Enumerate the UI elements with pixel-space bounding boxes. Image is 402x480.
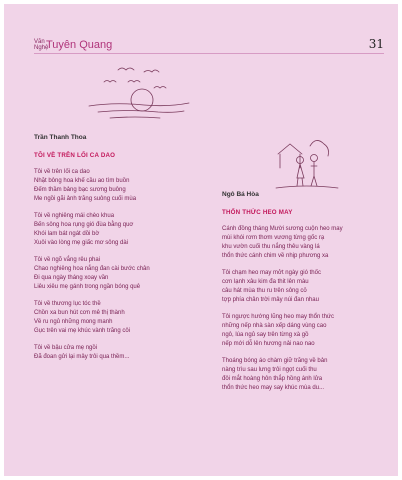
magazine-logo <box>34 39 112 51</box>
poem-line: thổn thức cánh chim về nhịp phương xa <box>222 253 329 259</box>
stanza <box>222 269 392 305</box>
poem-line: Tôi ngược hướng lũng heo may thổn thức <box>222 314 334 320</box>
poem-line: Khói lam bát ngát dồi bờ <box>34 231 100 237</box>
poem-line: Về ru ngủ những mong manh <box>34 319 113 325</box>
birds-sunset-sketch <box>84 56 194 126</box>
stanza <box>34 168 244 204</box>
poem-line: Chồn xa bun hút cơn mê thị thành <box>34 310 125 316</box>
poem-line: khu vườn cuối thu nắng thêu vàng lá <box>222 244 320 250</box>
stanza <box>222 357 392 393</box>
poem-line: Gục trên vai mẹ khúc vành trăng côi <box>34 328 131 334</box>
stanza <box>222 313 392 349</box>
poem-line: thổn thức heo may say khúc mùa du... <box>222 385 325 391</box>
stanza <box>222 225 392 261</box>
stanza <box>34 212 244 248</box>
poem-line: những nếp nhà sàn xếp dáng vùng cao <box>222 323 327 329</box>
poem-line: Cánh đồng tháng Mười sương cuộn heo may <box>222 226 343 232</box>
logo-small-text: Văn Nghệ <box>34 39 49 51</box>
poem-line: Đã đoan gửi lại mây trôi qua thềm... <box>34 354 130 360</box>
poem-line: Tôi về bậu cửa mẹ ngồi <box>34 345 98 351</box>
poem-1-author: Trần Thanh Thoa <box>34 134 87 141</box>
stanza <box>34 300 244 336</box>
poem-1 <box>34 134 244 370</box>
poem-line: nếp mới dỗ lên hương nải nao nao <box>222 341 315 347</box>
stanza <box>34 344 244 362</box>
poem-line: Me ngồi gãi ảnh trăng suông cuối mùa <box>34 196 137 202</box>
poem-line: đôi mắt hoàng hôn thắp hồng ánh lửa <box>222 376 323 382</box>
poem-1-title: TÔI VỀ TRÊN LỐI CA DAO <box>34 152 116 159</box>
poem-2-body <box>222 225 392 393</box>
poem-1-body <box>34 168 244 362</box>
poem-2-author: Ngô Bá Hòa <box>222 191 259 198</box>
page-number: 31 <box>368 37 384 51</box>
poem-line: ngô, lúa ngủ say trên từng xà gồ <box>222 332 309 338</box>
poem-line: Chao nghiêng hoa nắng đan cài bước chân <box>34 266 150 272</box>
poem-line: nàng trìu sau lưng trôi ngọt cuối thu <box>222 367 317 373</box>
poem-line: mùi khói rơm thơm vương từng gốc rạ <box>222 235 325 241</box>
poem-line: Đi qua ngày tháng xoay vần <box>34 275 109 281</box>
poem-line: Tôi về nghiêng mái chèo khua <box>34 213 115 219</box>
magazine-page <box>4 4 398 476</box>
poem-line: Tôi về ngõ vắng rêu phai <box>34 257 101 263</box>
header-divider <box>34 53 384 54</box>
poem-line: Xuôi vào lòng mẹ giấc mơ sông dài <box>34 240 128 246</box>
poem-line: tợp phía chân trời mây núi đan nhau <box>222 297 319 303</box>
poem-line: Tôi chạm heo may mởt ngày gió thốc <box>222 270 321 276</box>
poem-line: cơn lạnh xâu kim đa thit lên màu <box>222 279 309 285</box>
poem-line: câu hát mùa thu ru trên sông cỏ <box>222 288 307 294</box>
poem-2 <box>222 191 392 401</box>
stanza <box>34 256 244 292</box>
poem-line: Đếm thầm bảng bạc sương buông <box>34 187 126 193</box>
couple-sketch <box>270 132 344 192</box>
poem-line: Thoáng bóng áo chàm giữ trăng về bản <box>222 358 328 364</box>
poem-line: Tôi về thương lục tóc thề <box>34 301 101 307</box>
logo-title: Tuyên Quang <box>46 39 113 51</box>
poem-line: Bến sông hoa rụng gió đùa bằng quơ <box>34 222 134 228</box>
poem-line: Liêu xiêu mẹ gánh trong ngần bóng quê <box>34 284 141 290</box>
poem-line: Nhặt bông hoa khế cầu ao tìm buồn <box>34 178 130 184</box>
poem-line: Tôi về trên lối ca dao <box>34 169 90 175</box>
poem-2-title: THỔN THỨC HEO MAY <box>222 209 293 216</box>
